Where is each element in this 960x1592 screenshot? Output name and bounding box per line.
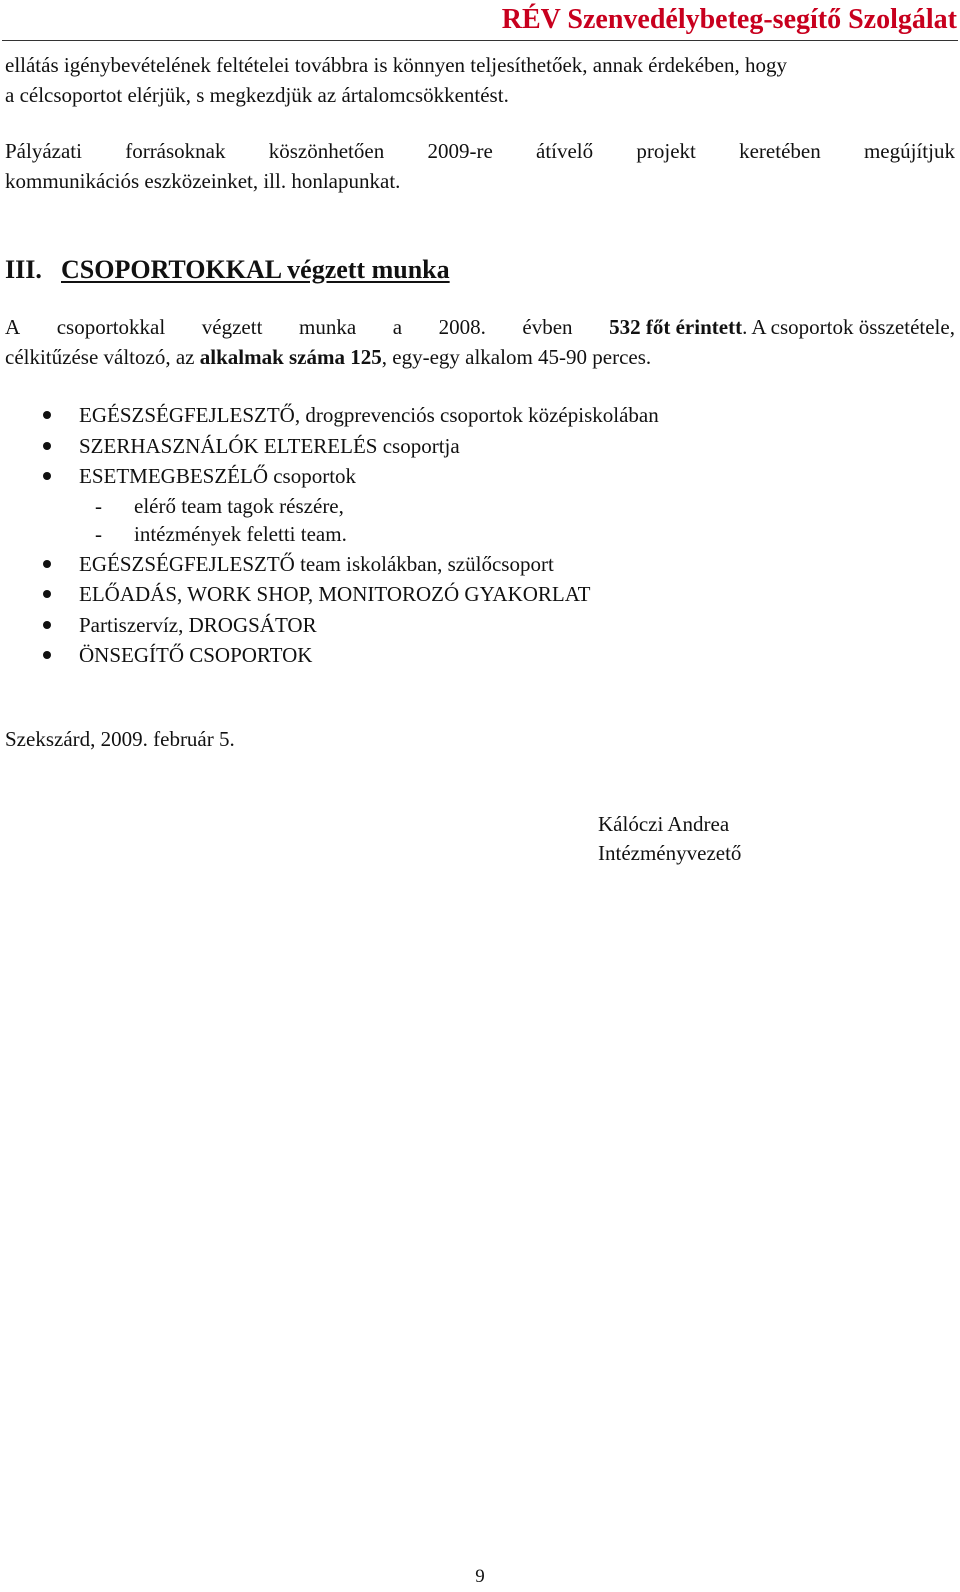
sub-list bbox=[0, 492, 960, 549]
paragraph-justified-line bbox=[5, 137, 955, 167]
list-item bbox=[0, 431, 960, 462]
word: munka bbox=[298, 315, 357, 339]
sub-list-item-label: elérő team tagok részére, bbox=[134, 493, 344, 518]
bullet-icon bbox=[43, 621, 51, 629]
paragraph-project bbox=[5, 137, 955, 196]
word: csoportokkal bbox=[56, 315, 166, 339]
list-item bbox=[0, 579, 960, 610]
list-item bbox=[0, 610, 960, 641]
paragraph-line: a célcsoportot elérjük, s megkezdjük az ártalomcsökkentést. bbox=[5, 82, 509, 107]
sub-list-item bbox=[0, 520, 960, 549]
signer-title: Intézményvezető bbox=[598, 841, 742, 865]
bullet-icon bbox=[43, 472, 51, 480]
paragraph-line: kommunikációs eszközeinket, ill. honlapunkat. bbox=[5, 168, 401, 193]
paragraph-line bbox=[5, 343, 955, 373]
list-item-label: ELŐADÁS, WORK SHOP, MONITOROZÓ GYAKORLAT bbox=[79, 582, 591, 606]
word: átívelő bbox=[536, 139, 594, 163]
list-item-label: EGÉSZSÉGFEJLESZTŐ, drogprevenciós csoportok középiskolában bbox=[79, 403, 659, 427]
bullet-icon bbox=[43, 560, 51, 568]
paragraph-justified-line bbox=[5, 313, 955, 343]
text-run: célkitűzése változó, az bbox=[5, 344, 200, 369]
paragraph-summary bbox=[5, 313, 955, 372]
list-item-label: ÖNSEGÍTŐ CSOPORTOK bbox=[79, 643, 313, 667]
page-header bbox=[0, 4, 960, 38]
word-group bbox=[609, 313, 955, 343]
paragraph-line: ellátás igénybevételének feltételei továbbra is könnyen teljesíthetőek, annak érdekében, hogy bbox=[5, 53, 787, 77]
bullet-icon bbox=[43, 590, 51, 598]
word: keretében bbox=[739, 139, 821, 163]
list-item bbox=[0, 640, 960, 671]
page-number: 9 bbox=[475, 1566, 485, 1587]
dash-marker: - bbox=[95, 493, 102, 518]
list-item-label: EGÉSZSÉGFEJLESZTŐ team iskolákban, szülőcsoport bbox=[79, 551, 554, 576]
list-item-label: ESETMEGBESZÉLŐ csoportok bbox=[79, 464, 357, 488]
list-item bbox=[0, 461, 960, 492]
bullet-icon bbox=[43, 442, 51, 450]
word: projekt bbox=[636, 139, 696, 163]
text-run: , egy-egy alkalom 45-90 perces. bbox=[381, 344, 652, 369]
list-item-label: Partiszervíz, DROGSÁTOR bbox=[79, 612, 317, 637]
list-item-label: SZERHASZNÁLÓK ELTERELÉS csoportja bbox=[79, 433, 460, 458]
word: köszönhetően bbox=[268, 139, 385, 163]
bold-participants: 532 főt érintett bbox=[609, 315, 743, 339]
section-heading bbox=[5, 254, 450, 286]
text-run: . A csoportok összetétele, bbox=[742, 315, 955, 339]
word: a bbox=[392, 315, 403, 339]
word: A bbox=[5, 315, 21, 339]
activities-list bbox=[0, 400, 960, 671]
word: megújítjuk bbox=[863, 139, 955, 163]
header-title: RÉV Szenvedélybeteg-segítő Szolgálat bbox=[501, 4, 957, 35]
word: forrásoknak bbox=[125, 139, 226, 163]
word: 2008. bbox=[438, 315, 486, 339]
paragraph-eligibility bbox=[5, 51, 955, 110]
signature-block bbox=[598, 810, 741, 868]
section-title: CSOPORTOKKAL végzett munka bbox=[61, 255, 450, 284]
header-divider bbox=[2, 40, 958, 41]
bullet-icon bbox=[43, 411, 51, 419]
list-item bbox=[0, 549, 960, 580]
word: végzett bbox=[201, 315, 263, 339]
bold-occasions: alkalmak száma 125 bbox=[199, 344, 382, 369]
place-and-date: Szekszárd, 2009. február 5. bbox=[5, 727, 235, 751]
list-item bbox=[0, 400, 960, 431]
bullet-icon bbox=[43, 651, 51, 659]
dash-marker: - bbox=[95, 522, 102, 546]
word: 2009-re bbox=[427, 139, 493, 163]
word: Pályázati bbox=[5, 139, 82, 163]
section-number: III. bbox=[5, 255, 42, 284]
sub-list-item-label: intézmények feletti team. bbox=[134, 522, 347, 546]
word: évben bbox=[522, 315, 573, 339]
sub-list-item bbox=[0, 492, 960, 521]
signer-name: Kálóczi Andrea bbox=[598, 812, 730, 836]
